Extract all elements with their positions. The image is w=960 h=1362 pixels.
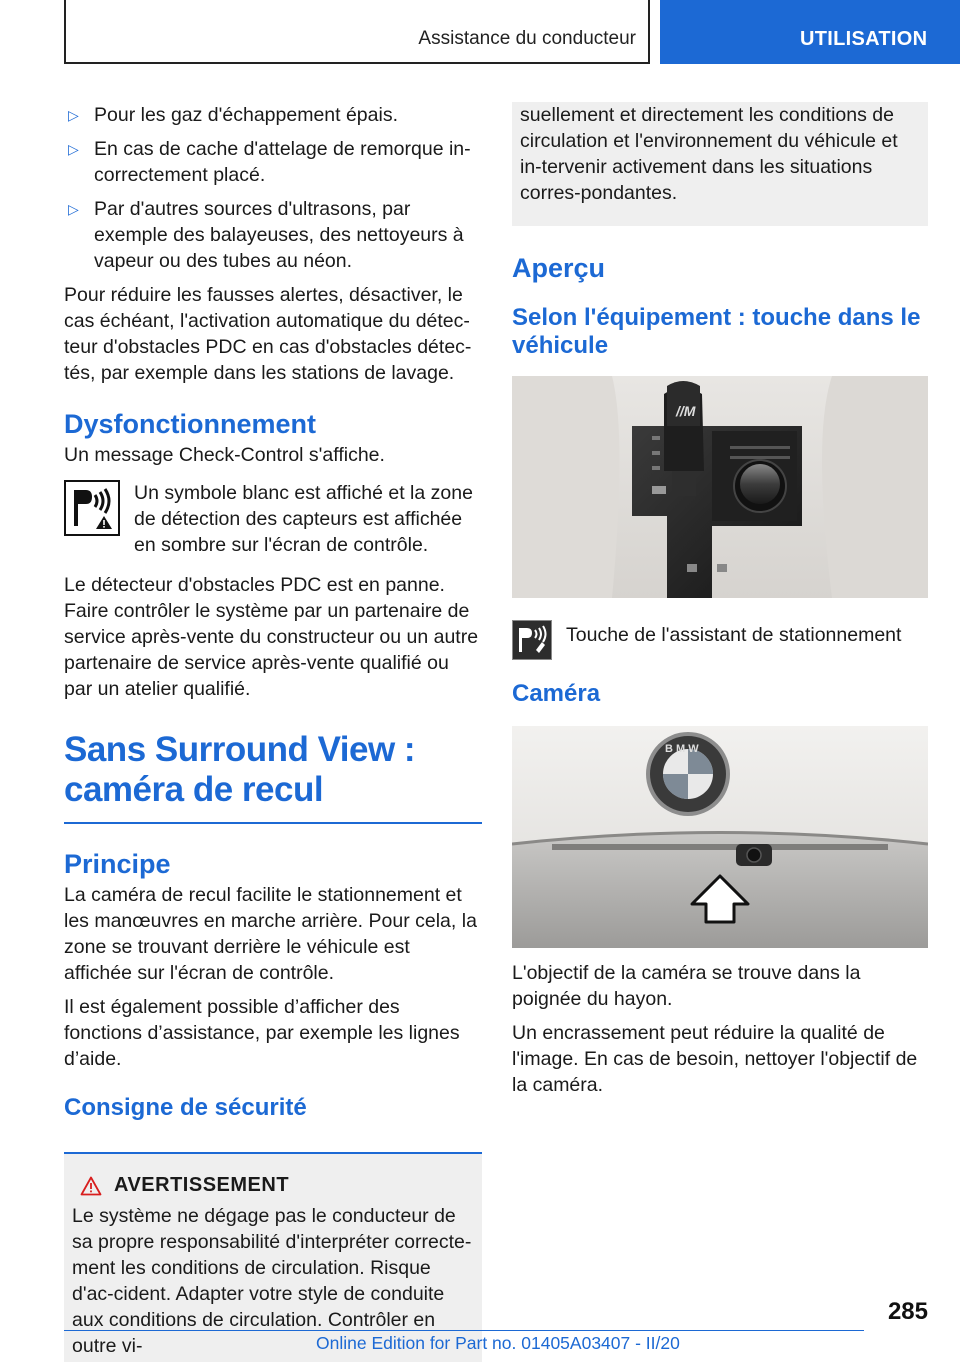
warning-text: Le système ne dégage pas le conducteur de sa propre responsabilité d'interpréter correcte-ment les conditions de circulation. Risque d'ac-cident. Adapter votre style de conduite aux conditions de circulation. Contrôler en outre vi-: [72, 1205, 472, 1357]
principle-heading: Principe: [64, 849, 171, 879]
warning-title: AVERTISSEMENT: [114, 1174, 290, 1196]
list-item-text: Pour les gaz d'échappement épais.: [94, 104, 399, 126]
pdc-sensor-warning-icon: [64, 480, 120, 536]
warning-title-row: [72, 1174, 474, 1197]
camera-location-paragraph: L'objectif de la caméra se trouve dans la poignée du hayon.: [512, 962, 861, 1010]
header-chapter-tab: [660, 0, 960, 64]
list-item-text: En cas de cache d'attelage de remorque in-correctement placé.: [94, 138, 471, 186]
malfunction-heading: Dysfonctionnement: [64, 409, 317, 439]
camera-heading: Caméra: [512, 680, 601, 707]
equipment-heading: Selon l'équipement : touche dans le véhicule: [512, 304, 921, 359]
park-assist-button-icon: [512, 620, 552, 660]
rear-camera-image: [512, 726, 928, 948]
pdc-status-row: [64, 480, 482, 558]
malfunction-intro: Un message Check-Control s'affiche.: [64, 444, 385, 466]
triangle-bullet-icon: ▷: [68, 107, 79, 123]
footer-edition: Online Edition for Part no. 01405A03407 - II/20: [316, 1333, 680, 1353]
right-column: [512, 102, 928, 1106]
svg-text://M: //M: [676, 403, 696, 419]
safety-heading: Consigne de sécurité: [64, 1094, 307, 1121]
malfunction-paragraph: Le détecteur d'obstacles PDC est en panne. Faire contrôler le système par un partenaire de service après-vente du constructeur ou un autre partenaire de service après-vente qualifié ou par un atelier qualifié.: [64, 574, 479, 700]
park-assist-button-row: [512, 620, 928, 660]
pdc-status-text: Un symbole blanc est affiché et la zone de détection des capteurs est affichée en sombre sur l'écran de contrôle.: [134, 482, 473, 556]
page-number: 285: [887, 1298, 928, 1325]
list-item: [64, 136, 482, 188]
section-divider: [64, 822, 482, 824]
principle-paragraph: La caméra de recul facilite le stationnement et les manœuvres en marche arrière. Pour cela, la zone se trouvant derrière le véhicule est affichée sur l'écran de contrôle.: [64, 884, 477, 984]
warning-triangle-icon: [80, 1176, 102, 1196]
list-item-text: Par d'autres sources d'ultrasons, par exemple des balayeuses, des nettoyeurs à vapeur ou des tubes au néon.: [94, 198, 464, 272]
park-assist-button-caption: Touche de l'assistant de stationnement: [566, 624, 902, 646]
false-alarm-paragraph: Pour réduire les fausses alertes, désactiver, le cas échéant, l'activation automatique du détec-teur d'obstacles PDC en cas d'obstacles détec-tés, par exemple dans les stations de lavage.: [64, 284, 472, 384]
triangle-bullet-icon: ▷: [68, 201, 79, 217]
camera-cleaning-paragraph: Un encrassement peut réduire la qualité de l'image. En cas de besoin, nettoyer l'objectif de la caméra.: [512, 1022, 918, 1096]
list-item: [64, 102, 482, 128]
header-section-title: Assistance du conducteur: [418, 28, 636, 49]
left-column: [64, 102, 482, 1362]
warning-box-continued: [512, 102, 928, 226]
triangle-bullet-icon: ▷: [68, 141, 79, 157]
center-console-image: [512, 376, 928, 598]
bullet-list: [64, 102, 482, 274]
warning-text-continued: suellement et directement les conditions de circulation et l'environnement du véhicule et in-tervenir activement dans les situations corres-pondantes.: [520, 104, 898, 204]
list-item: [64, 196, 482, 274]
section-title: Sans Surround View : caméra de recul: [64, 730, 416, 809]
footer-divider: [64, 1330, 864, 1331]
svg-text:B M W: B M W: [665, 743, 699, 755]
principle-paragraph-2: Il est également possible d’afficher des fonctions d’assistance, par exemple les lignes d’aide.: [64, 996, 460, 1070]
overview-heading: Aperçu: [512, 253, 606, 283]
header-chapter-label: UTILISATION: [800, 28, 928, 50]
